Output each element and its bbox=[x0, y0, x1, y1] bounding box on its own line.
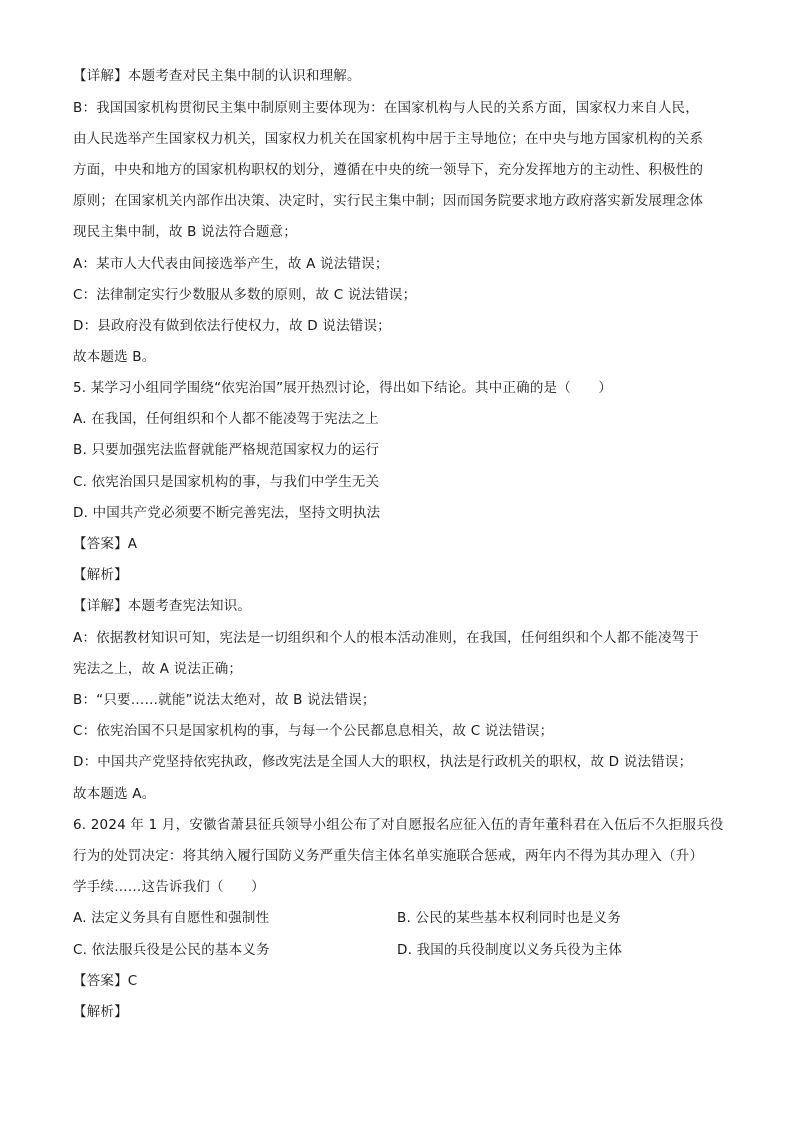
analysis-label: 【解析】 bbox=[73, 567, 128, 583]
question-5-option-d: D. 中国共产党必须要不断完善宪法，坚持文明执法 bbox=[73, 505, 381, 521]
answer-label: 【答案】C bbox=[73, 973, 138, 989]
text-line: 方面，中央和地方的国家机构职权的划分，遵循在中央的统一领导下，充分发挥地方的主动性、积极性的 bbox=[73, 162, 704, 178]
explanation-heading: 【详解】本题考查宪法知识。 bbox=[73, 598, 252, 614]
question-5-option-c: C. 依宪治国只是国家机构的事，与我们中学生无关 bbox=[73, 474, 380, 490]
text-line: C：依宪治国不只是国家机构的事，与每一个公民都息息相关，故 C 说法错误； bbox=[73, 723, 554, 739]
text-line: 宪法之上，故 A 说法正确； bbox=[73, 661, 243, 677]
question-5-option-a: A. 在我国，任何组织和个人都不能凌驾于宪法之上 bbox=[73, 411, 379, 427]
text-line: D：县政府没有做到依法行使权力，故 D 说法错误； bbox=[73, 318, 391, 334]
text-line: A：某市人大代表由间接选举产生，故 A 说法错误； bbox=[73, 256, 389, 272]
text-line: D：中国共产党坚持依宪执政，修改宪法是全国人大的职权，执法是行政机关的职权，故 D 说法错误； bbox=[73, 754, 693, 770]
question-5-stem: 5. 某学习小组同学围绕“依宪治国”展开热烈讨论，得出如下结论。其中正确的是（ ） bbox=[73, 380, 613, 396]
question-6-option-b: B. 公民的某些基本权利同时也是义务 bbox=[397, 910, 621, 926]
explanation-heading: 【详解】本题考查对民主集中制的认识和理解。 bbox=[73, 68, 361, 84]
text-line: 现民主集中制，故 B 说法符合题意； bbox=[73, 224, 297, 240]
text-line: C：法律制定实行少数服从多数的原则，故 C 说法错误； bbox=[73, 287, 417, 303]
question-6-stem: 学手续……这告诉我们（ ） bbox=[73, 879, 265, 895]
question-6-stem: 行为的处罚决定：将其纳入履行国防义务严重失信主体名单实施联合惩戒，两年内不得为其办理入（升） bbox=[73, 848, 704, 864]
question-6-option-a: A. 法定义务具有自愿性和强制性 bbox=[73, 910, 270, 926]
conclusion-line: 故本题选 B。 bbox=[73, 349, 156, 365]
question-5-option-b: B. 只要加强宪法监督就能严格规范国家权力的运行 bbox=[73, 442, 380, 458]
text-line: B：我国国家机构贯彻民主集中制原则主要体现为：在国家机构与人民的关系方面，国家权力来自人民， bbox=[73, 100, 699, 116]
conclusion-line: 故本题选 A。 bbox=[73, 786, 156, 802]
text-line: 原则；在国家机关内部作出决策、决定时，实行民主集中制；因而国务院要求地方政府落实新发展理念体 bbox=[73, 193, 704, 209]
question-6-option-d: D. 我国的兵役制度以义务兵役为主体 bbox=[397, 942, 623, 958]
question-6-option-c: C. 依法服兵役是公民的基本义务 bbox=[73, 942, 270, 958]
text-line: B：“只要……就能”说法太绝对，故 B 说法错误； bbox=[73, 692, 376, 708]
text-line: A：依据教材知识可知，宪法是一切组织和个人的根本活动准则，在我国，任何组织和个人都不能凌驾于 bbox=[73, 630, 699, 646]
answer-label: 【答案】A bbox=[73, 536, 138, 552]
question-6-stem: 6. 2024 年 1 月，安徽省萧县征兵领导小组公布了对自愿报名应征入伍的青年董科君在入伍后不久拒服兵役 bbox=[73, 817, 724, 833]
text-line: 由人民选举产生国家权力机关，国家权力机关在国家机构中居于主导地位；在中央与地方国家机构的关系 bbox=[73, 131, 704, 147]
analysis-label: 【解析】 bbox=[73, 1004, 128, 1020]
